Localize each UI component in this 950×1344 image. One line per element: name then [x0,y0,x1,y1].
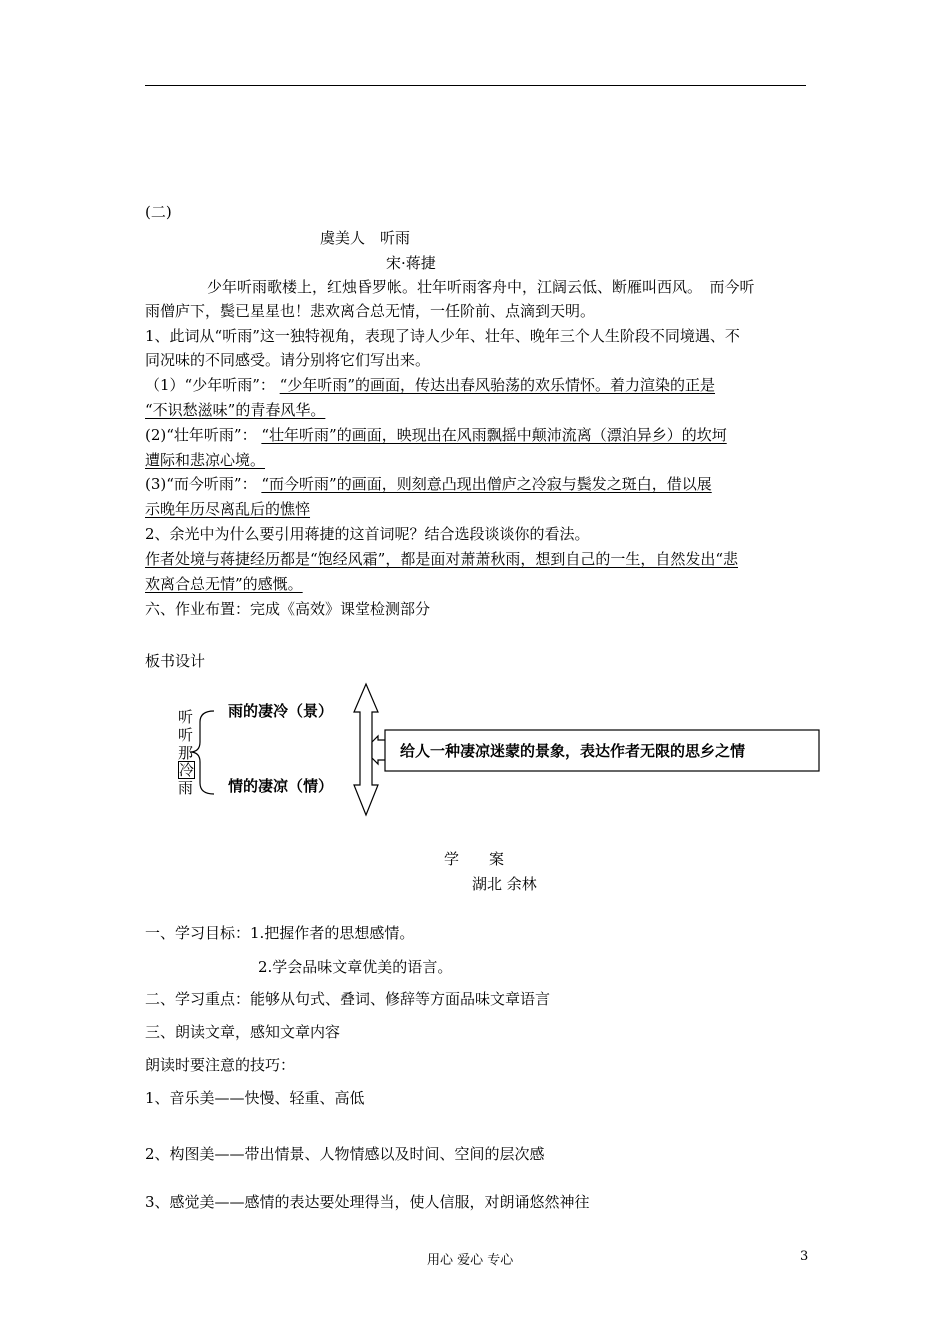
learning-goal-1: 一、学习目标：1.把握作者的思想感情。 [145,924,415,942]
learning-goal-2: 2.学会品味文章优美的语言。 [258,958,453,976]
answer-1-text: “少年听雨”的画面，传达出春风骀荡的欢乐情怀。着力渲染的正是 [279,376,716,394]
answer-1-prefix: （1）“少年听雨”： [145,376,275,394]
question-2: 2、余光中为什么要引用蒋捷的这首词呢？结合选段谈谈你的看法。 [145,525,590,543]
reading-tip-1: 1、音乐美——快慢、轻重、高低 [145,1089,365,1107]
answer-1-line-2: “不识愁滋味”的青春风华。 [145,401,326,419]
page-number: 3 [800,1249,809,1264]
branch-top-label: 雨的凄冷（景） [228,702,334,720]
question-2-answer-line-1: 作者处境与蒋捷经历都是“饱经风霜”，都是面对萧萧秋雨，想到自己的一生，自然发出“悲 [145,550,739,568]
answer-3-text: “而今听雨”的画面，则刻意凸现出僧庐之冷寂与鬓发之斑白，借以展 [261,475,712,493]
question-1-line-1: 1、此词从“听雨”这一独特视角，表现了诗人少年、壮年、晚年三个人生阶段不同境遇、不 [145,327,740,345]
vertical-char-4: 冷 [179,761,195,779]
xuean-title: 学 案 [444,850,505,868]
branch-bottom-label: 情的凄凉（情） [228,777,334,795]
curly-brace [190,711,214,794]
reading-tip-2: 2、构图美——带出情景、人物情感以及时间、空间的层次感 [145,1145,545,1163]
reading-tip-3: 3、感觉美——感情的表达要处理得当，使人信服，对朗诵悠然神往 [145,1193,590,1211]
summary-text: 给人一种凄凉迷蒙的景象，表达作者无限的思乡之情 [400,742,746,760]
answer-3-prefix: (3)“而今听雨”： [145,475,257,493]
homework: 六、作业布置：完成《高效》课堂检测部分 [145,600,431,618]
reading-tips-heading: 朗读时要注意的技巧： [145,1056,296,1074]
reading-task: 三、朗读文章，感知文章内容 [145,1023,341,1041]
learning-focus: 二、学习重点：能够从句式、叠词、修辞等方面品味文章语言 [145,990,551,1008]
question-2-answer-line-2: 欢离合总无情”的感慨。 [145,575,303,593]
answer-2-text: “壮年听雨”的画面，映现出在风雨飘摇中颠沛流离（漂泊异乡）的坎坷 [261,426,727,444]
poem-title: 虞美人 听雨 [320,229,411,247]
question-1-line-2: 同况味的不同感受。请分别将它们写出来。 [145,351,431,369]
xuean-author: 湖北 余林 [472,875,537,893]
poem-author: 宋·蒋捷 [386,254,436,272]
board-heading: 板书设计 [145,652,206,670]
vertical-char-1: 听 [178,708,194,726]
vertical-char-3: 那 [178,744,194,762]
poem-text-line-2: 雨僧庐下，鬓已星星也！悲欢离合总无情，一任阶前、点滴到天明。 [145,302,596,320]
poem-text-line-1: 少年听雨歌楼上，红烛昏罗帐。壮年听雨客舟中，江阔云低、断雁叫西风。 而今听 [207,278,755,296]
vertical-char-2: 听 [178,726,194,744]
answer-2-line-2: 遭际和悲凉心境。 [145,451,266,469]
answer-2-prefix: (2)“壮年听雨”： [145,426,257,444]
section-label: (二) [145,203,172,221]
vertical-char-5: 雨 [178,779,194,797]
footer-center: 用心 爱心 专心 [427,1253,514,1268]
answer-3-line-2: 示晚年历尽离乱后的憔悴 [145,500,311,518]
